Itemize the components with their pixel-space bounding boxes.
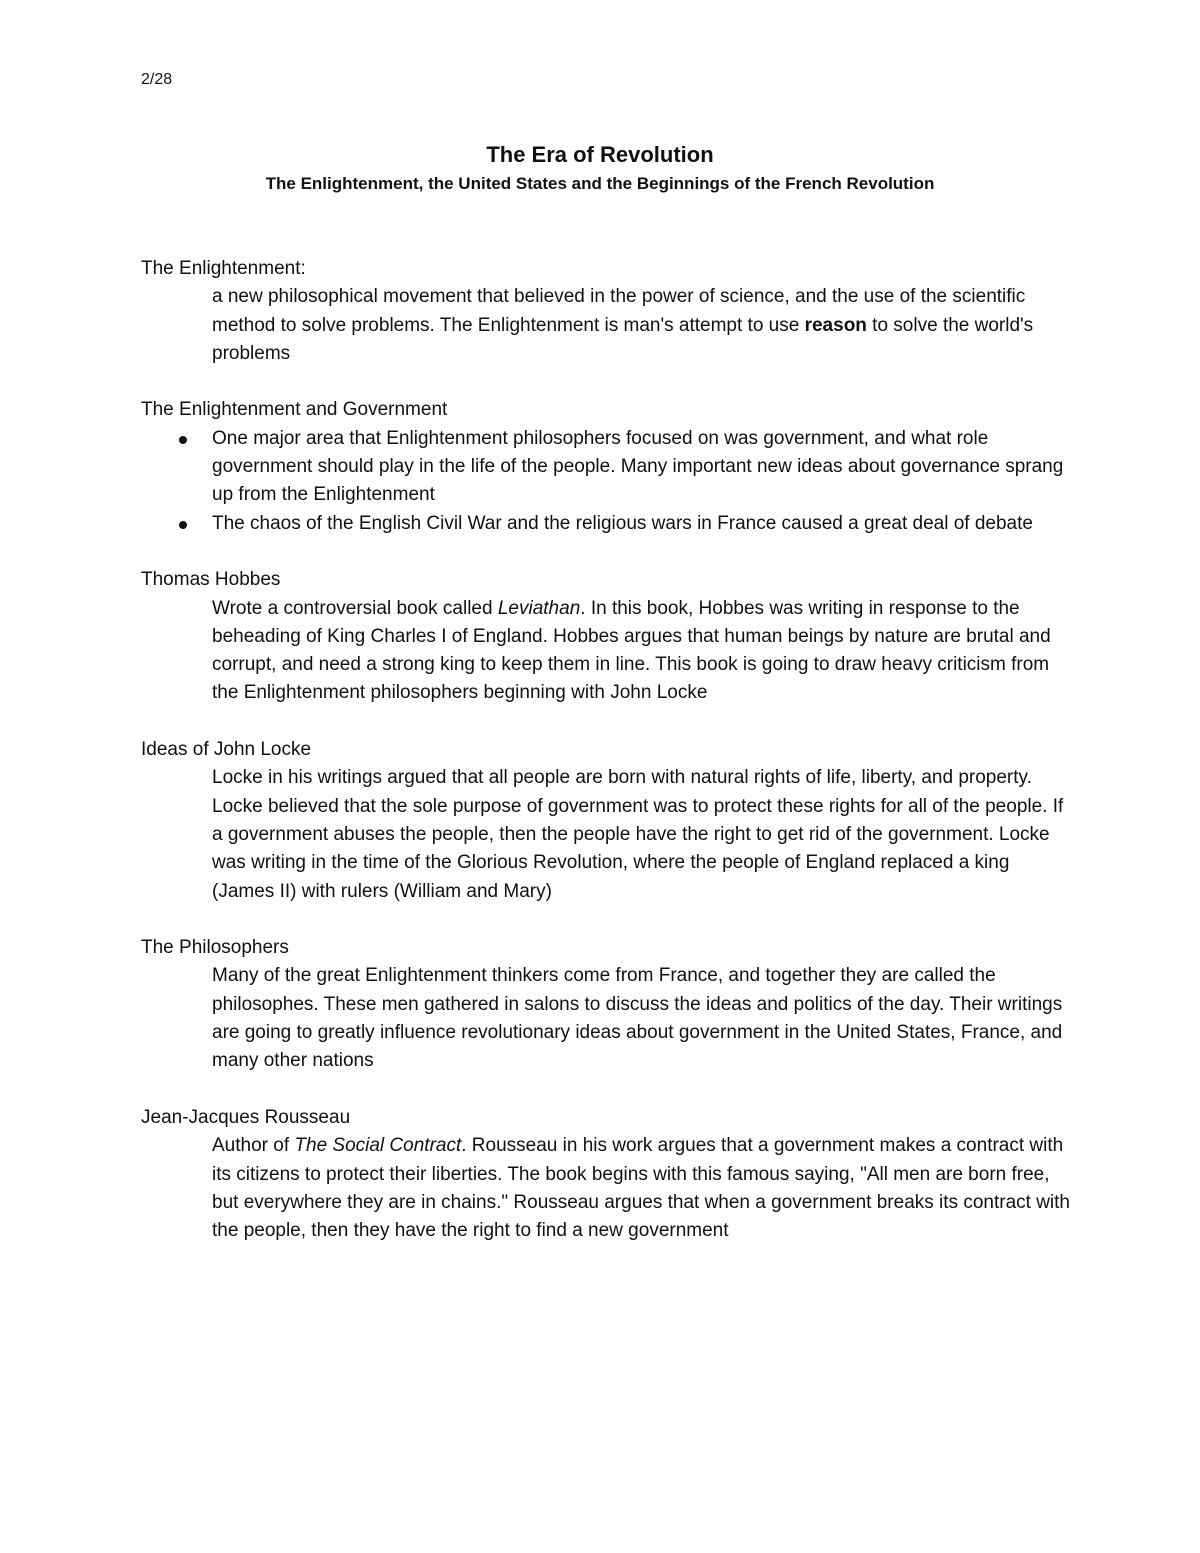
section-body bbox=[141, 283, 1071, 368]
bullet-icon bbox=[179, 521, 187, 529]
bullet-item bbox=[141, 510, 1071, 538]
section-rousseau bbox=[141, 1104, 1071, 1245]
section-heading: Jean-Jacques Rousseau bbox=[141, 1106, 351, 1128]
page-title: The Era of Revolution bbox=[486, 142, 714, 167]
section-body bbox=[141, 1132, 1071, 1245]
section-heading: The Philosophers bbox=[141, 937, 289, 959]
section-hobbes bbox=[141, 566, 1071, 707]
body-text-part: Wrote a controversial book called bbox=[212, 597, 498, 619]
bullet-text: The chaos of the English Civil War and the religious wars in France caused a great deal of debate bbox=[212, 512, 1033, 534]
body-text-part: Author of bbox=[212, 1135, 295, 1157]
section-philosophes bbox=[141, 934, 1071, 1075]
section-locke bbox=[141, 736, 1071, 906]
bold-term: reason bbox=[804, 314, 867, 336]
section-body bbox=[141, 595, 1071, 708]
page-subtitle: The Enlightenment, the United States and the Beginnings of the French Revolution bbox=[265, 174, 935, 193]
bullet-text: One major area that Enlightenment philosophers focused on was government, and what role government should play in the life of the people. Many important new ideas about governance sprang up from the Enlightenment bbox=[212, 427, 1064, 506]
section-heading: The Enlightenment: bbox=[141, 258, 306, 279]
section-heading: Ideas of John Locke bbox=[141, 739, 312, 761]
section-heading: Thomas Hobbes bbox=[141, 569, 281, 591]
section-government bbox=[141, 396, 1071, 537]
document-content bbox=[141, 255, 1071, 1274]
section-heading: The Enlightenment and Government bbox=[141, 399, 448, 421]
body-text-part: . In this book, Hobbes was writing in response to the beheading of King Charles I of England. Hobbes argues that human beings by nature are brutal and corrupt, and need a strong king to keep them in line. This book is going to draw heavy criticism from the Enlightenment philosophers beginning with John Locke bbox=[212, 597, 1051, 704]
body-text-part: to solve the world's problems bbox=[212, 314, 1034, 364]
bullet-list bbox=[141, 425, 1071, 538]
section-body: Many of the great Enlightenment thinkers come from France, and together they are called the philosophes. These men gathered in salons to discuss the ideas and politics of the day. Their writings are going to greatly influence revolutionary ideas about government in the United States, France, and many other nations bbox=[212, 965, 1063, 1072]
section-body: Locke in his writings argued that all people are born with natural rights of life, liberty, and property. Locke believed that the sole purpose of government was to protect these rights for all of the people. If a government abuses the people, then the people have the right to get rid of the government. Locke was writing in the time of the Glorious Revolution, where the people of England replaced a king (James II) with rulers (William and Mary) bbox=[212, 767, 1064, 902]
body-text-part: a new philosophical movement that believed in the power of science, and the use of the scientific method to solve problems. The Enlightenment is man's attempt to use bbox=[212, 286, 1026, 336]
book-title: Leviathan bbox=[497, 597, 581, 619]
section-enlightenment bbox=[141, 255, 1071, 368]
book-title: The Social Contract bbox=[294, 1135, 462, 1157]
page-date: 2/28 bbox=[141, 71, 173, 88]
bullet-icon bbox=[179, 436, 187, 444]
body-text-part: . Rousseau in his work argues that a government makes a contract with its citizens to protect their liberties. The book begins with this famous saying, "All men are born free, but everywhere they are in chains." Rousseau argues that when a government breaks its contract with the people, then they have the right to find a new government bbox=[212, 1135, 1070, 1242]
bullet-item bbox=[141, 425, 1071, 510]
